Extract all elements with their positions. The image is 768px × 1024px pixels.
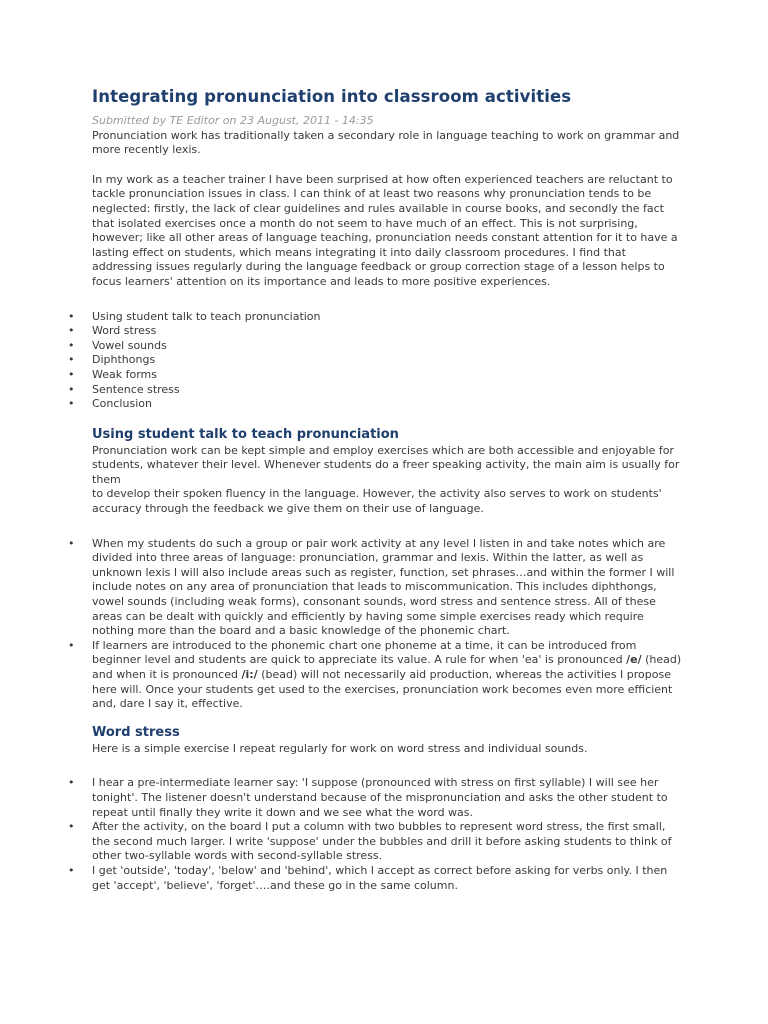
phoneme-e: /e/ bbox=[626, 653, 642, 667]
table-of-contents bbox=[92, 310, 682, 412]
list-item: • When my students do such a group or pair work activity at any level I listen in and take notes which are divided into three areas of language: pronunciation, grammar and lexis. Within the latter, as well as unknown lexis I will also include areas such as register, function, set phrases…and within the former I will include notes on any area of pronunciation that leads to miscommunication. This includes diphthongs, vowel sounds (including weak forms), consonant sounds, word stress and sentence stress. All of these areas can be dealt with quickly and efficiently by having some simple exercises ready which require nothing more than the board and a basic knowledge of the phonemic chart. bbox=[92, 537, 682, 639]
section-heading-word-stress: Word stress bbox=[92, 724, 180, 740]
intro-paragraph-2: In my work as a teacher trainer I have been surprised at how often experienced teachers are reluctant to tackle pronunciation issues in class. I can think of at least two reasons why pronunciation tends to be neglected: firstly, the lack of clear guidelines and rules available in course books, and secondly the fact that isolated exercises once a month do not seem to have much of an effect. This is not surprising, however; like all other areas of language teaching, pronunciation needs constant attention for it to have a lasting effect on students, which means integrating it into daily classroom procedures. I find that addressing issues regularly during the language feedback or group correction stage of a lesson helps to focus learners' attention on its importance and leads to more positive experiences. bbox=[92, 172, 678, 288]
section1-list bbox=[92, 537, 682, 712]
page-title: Integrating pronunciation into classroom activities bbox=[92, 87, 572, 106]
toc-item[interactable]: • Conclusion bbox=[92, 397, 682, 412]
section-heading-student-talk: Using student talk to teach pronunciation bbox=[92, 426, 399, 442]
list-item: • I get 'outside', 'today', 'below' and 'behind', which I accept as correct before asking for verbs only. I then get 'accept', 'believe', 'forget'….and these go in the same column. bbox=[92, 864, 682, 893]
section1-paragraph-b: to develop their spoken fluency in the language. However, the activity also serves to work on students' accuracy through the feedback we give them on their use of language. bbox=[92, 487, 662, 516]
section2-paragraph: Here is a simple exercise I repeat regularly for work on word stress and individual sounds. bbox=[92, 741, 588, 755]
toc-item[interactable]: • Using student talk to teach pronunciation bbox=[92, 310, 682, 325]
submission-meta: Submitted by TE Editor on 23 August, 2011 - 14:35 bbox=[92, 114, 374, 127]
list-item: • If learners are introduced to the phonemic chart one phoneme at a time, it can be introduced from beginner level and students are quick to appreciate its value. A rule for when 'ea' is pronounced /e/ (head) and when it is pronounced /i:/ (bead) will not necessarily aid production, whereas the activities I propose here will. Once your students get used to the exercises, pronunciation work becomes even more efficient and, dare I say it, effective. bbox=[92, 639, 682, 712]
toc-item[interactable]: • Word stress bbox=[92, 324, 682, 339]
phoneme-i: /i:/ bbox=[241, 668, 258, 681]
section2-list bbox=[92, 776, 682, 893]
intro-paragraph-1: Pronunciation work has traditionally taken a secondary role in language teaching to work on grammar and more recently lexis. bbox=[92, 128, 680, 157]
article bbox=[92, 84, 682, 893]
toc-item[interactable]: • Weak forms bbox=[92, 368, 682, 383]
toc-item[interactable]: • Diphthongs bbox=[92, 353, 682, 368]
list-item: • I hear a pre-intermediate learner say: 'I suppose (pronounced with stress on first syllable) I will see her tonight'. The listener doesn't understand because of the mispronunciation and asks the other student to repeat until finally they write it down and we see what the word was. bbox=[92, 776, 682, 820]
toc-item[interactable]: • Vowel sounds bbox=[92, 339, 682, 354]
list-item: • After the activity, on the board I put a column with two bubbles to represent word stress, the first small, the second much larger. I write 'suppose' under the bubbles and drill it before asking students to think of other two-syllable words with second-syllable stress. bbox=[92, 820, 682, 864]
toc-item[interactable]: • Sentence stress bbox=[92, 383, 682, 398]
section1-paragraph-a: Pronunciation work can be kept simple and employ exercises which are both accessible and enjoyable for students, whatever their level. Whenever students do a freer speaking activity, the main aim is usually for them bbox=[92, 443, 680, 486]
